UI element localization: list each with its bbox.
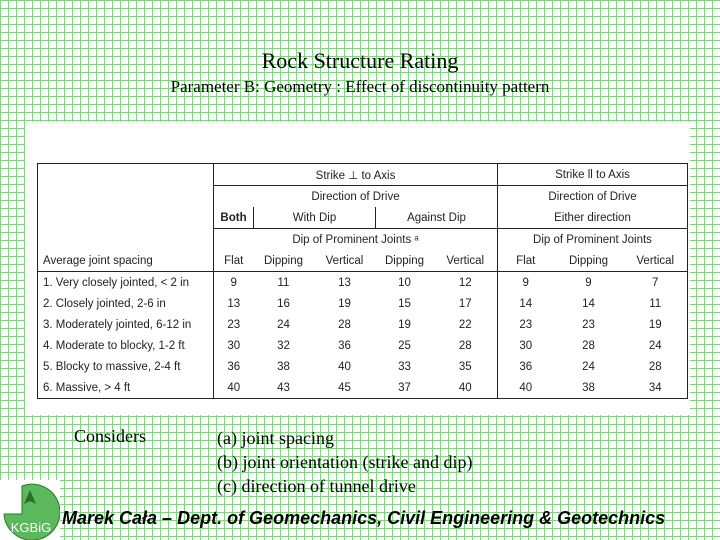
table-row (38, 293, 688, 314)
rating-cell: 25 (398, 339, 411, 352)
rating-cell: 9 (585, 276, 592, 289)
table-row (38, 356, 688, 377)
row-header: Average joint spacing (38, 250, 214, 272)
rating-cell: 19 (338, 297, 351, 310)
column-header: Vertical (446, 254, 485, 267)
column-header: Dipping (385, 254, 424, 267)
rating-cell: 32 (277, 339, 290, 352)
rating-cell: 40 (498, 377, 554, 399)
column-header: Flat (214, 250, 254, 272)
table-row (38, 335, 688, 356)
rating-cell: 34 (624, 377, 688, 399)
rating-cell: 23 (498, 314, 554, 335)
rating-cell: 40 (338, 360, 351, 373)
row-label: 4. Moderate to blocky, 1-2 ft (38, 335, 214, 356)
row-label: 1. Very closely jointed, < 2 in (38, 272, 214, 294)
column-header: Vertical (624, 250, 688, 272)
column-header: Vertical (325, 254, 364, 267)
rating-cell: 30 (214, 335, 254, 356)
considers-label: Considers (74, 426, 146, 446)
rating-cell: 28 (624, 356, 688, 377)
rating-cell: 9 (214, 272, 254, 294)
rating-cell: 38 (582, 381, 595, 394)
row-label: 5. Blocky to massive, 2-4 ft (38, 356, 214, 377)
row-label: 2. Closely jointed, 2-6 in (38, 293, 214, 314)
dip-joints-header-2: Dip of Prominent Joints (498, 229, 688, 251)
rating-cell: 12 (458, 276, 472, 289)
rating-cell: 19 (398, 318, 411, 331)
rsr-table (37, 163, 688, 399)
rating-cell: 40 (458, 381, 472, 394)
either-direction-header: Either direction (498, 207, 688, 229)
rating-cell: 10 (398, 276, 411, 289)
rating-cell: 19 (624, 314, 688, 335)
rating-cell: 36 (338, 339, 351, 352)
strike-perp-header: Strike ⊥ to Axis (214, 164, 498, 186)
direction-header-2: Direction of Drive (498, 186, 688, 208)
rating-cell: 7 (624, 272, 688, 294)
table-row (38, 272, 688, 294)
rating-cell: 11 (277, 276, 290, 289)
rating-cell: 28 (338, 318, 351, 331)
slide-subtitle: Parameter B: Geometry : Effect of discontinuity pattern (170, 77, 550, 96)
rating-cell: 15 (398, 297, 411, 310)
rating-cell: 9 (498, 272, 554, 294)
list-item: (c) direction of tunnel drive (217, 476, 416, 496)
rating-cell: 23 (214, 314, 254, 335)
direction-header: Direction of Drive (214, 186, 498, 208)
rating-cell: 28 (458, 339, 472, 352)
both-header: Both (214, 207, 254, 229)
rating-cell: 17 (458, 297, 472, 310)
considers-list (217, 426, 472, 498)
rating-cell: 11 (624, 293, 688, 314)
rating-cell: 35 (458, 360, 472, 373)
slide-title: Rock Structure Rating (261, 48, 459, 73)
row-label: 3. Moderately jointed, 6-12 in (38, 314, 214, 335)
rating-cell: 23 (582, 318, 595, 331)
rating-cell: 40 (214, 377, 254, 399)
rating-cell: 36 (498, 356, 554, 377)
rating-cell: 38 (277, 360, 290, 373)
rating-cell: 43 (277, 381, 290, 394)
rating-cell: 24 (582, 360, 595, 373)
rating-cell: 22 (458, 318, 472, 331)
svg-text:KGBiG: KGBiG (10, 520, 52, 535)
footer: Marek Cała – Dept. of Geomechanics, Civil Engineering & Geotechnics (62, 508, 666, 528)
rating-cell: 14 (582, 297, 595, 310)
column-header: Flat (498, 250, 554, 272)
rating-cell: 16 (277, 297, 290, 310)
with-dip-header: With Dip (254, 207, 376, 229)
rating-cell: 30 (498, 335, 554, 356)
rating-cell: 45 (338, 381, 351, 394)
rating-cell: 33 (398, 360, 411, 373)
rating-cell: 24 (624, 335, 688, 356)
table-row (38, 314, 688, 335)
column-header: Dipping (569, 254, 608, 267)
rating-cell: 36 (214, 356, 254, 377)
table-row (38, 377, 688, 399)
against-dip-header: Against Dip (407, 211, 466, 224)
rating-cell: 13 (338, 276, 351, 289)
rating-cell: 14 (498, 293, 554, 314)
strike-parallel-header: Strike ll to Axis (498, 164, 688, 186)
dip-joints-header: Dip of Prominent Joints ᵃ (214, 229, 498, 251)
column-header: Dipping (264, 254, 303, 267)
rating-cell: 37 (398, 381, 411, 394)
rating-cell: 28 (582, 339, 595, 352)
list-item: (b) joint orientation (strike and dip) (217, 452, 473, 472)
rating-cell: 24 (277, 318, 290, 331)
kgbig-logo (0, 480, 60, 540)
list-item: (a) joint spacing (217, 428, 334, 448)
row-label: 6. Massive, > 4 ft (38, 377, 214, 399)
rsr-table-image (25, 122, 690, 415)
rating-cell: 13 (214, 293, 254, 314)
